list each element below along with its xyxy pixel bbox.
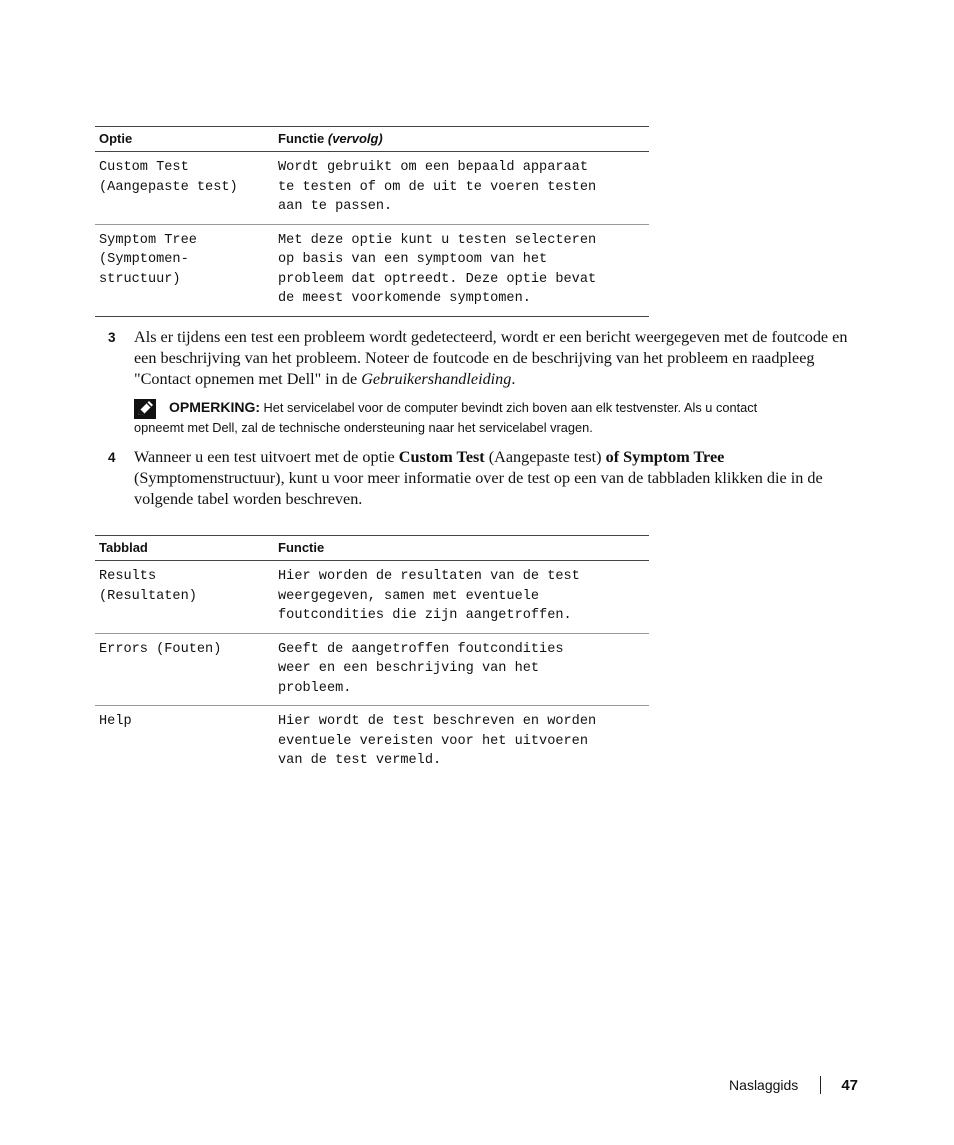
options-table [95, 126, 649, 317]
header-function: Functie [274, 536, 649, 561]
pencil-note-icon [134, 399, 156, 419]
note-label: OPMERKING: [169, 399, 260, 415]
step-number: 4 [108, 450, 116, 465]
table-row [95, 706, 649, 778]
table-header-row [95, 536, 649, 561]
footer-divider [820, 1076, 821, 1094]
step-number: 3 [108, 330, 116, 345]
table-row [95, 152, 649, 225]
table-row [95, 561, 649, 634]
option-name: Custom Test (Aangepaste test) [99, 160, 238, 195]
header-continued: (vervolg) [327, 131, 383, 146]
table-row [95, 224, 649, 316]
note-callout [134, 398, 834, 437]
tab-name: Help [99, 714, 132, 729]
step-text: Als er tijdens een test een probleem wordt gedetecteerd, wordt er een bericht weergegeven met de foutcode en een beschrijving van het probleem. Noteer de foutcode en de beschrijving van het probleem en raadpleeg "Contact opnemen met Dell" in de Gebruikershandleiding. [134, 328, 848, 388]
footer-title: Naslaggids [729, 1077, 799, 1093]
header-option: Optie [95, 127, 274, 152]
header-tab: Tabblad [95, 536, 274, 561]
header-function: Functie (vervolg) [274, 127, 649, 152]
step-text: Wanneer u een test uitvoert met de optie Custom Test (Aangepaste test) of Symptom Tree (Symptomenstructuur), kunt u voor meer informatie over de test op een van de tabbladen klikken die in de volgende tabel worden beschreven. [134, 448, 823, 508]
step-3 [108, 327, 858, 390]
tab-function: Hier worden de resultaten van de test weergegeven, samen met eventuele foutcondities die zijn aangetroffen. [278, 569, 580, 623]
page-number: 47 [841, 1076, 858, 1094]
page-footer [729, 1076, 858, 1094]
tabs-table [95, 535, 649, 778]
step-4 [108, 447, 858, 510]
tab-name: Errors (Fouten) [99, 641, 222, 657]
option-name: Symptom Tree (Symptomen- structuur) [99, 232, 197, 287]
tab-name: Results (Resultaten) [99, 569, 197, 604]
tab-function: Geeft de aangetroffen foutcondities weer en een beschrijving van het probleem. [278, 641, 564, 696]
option-function: Wordt gebruikt om een bepaald apparaat te testen of om de uit te voeren testen aan te passen. [278, 160, 597, 214]
table-row [95, 633, 649, 706]
note-text: OPMERKING: Het servicelabel voor de computer bevindt zich boven aan elk testvenster. Als u contact opneemt met Dell, zal de technische ondersteuning naar het servicelabel vragen. [134, 399, 758, 435]
option-function: Met deze optie kunt u testen selecteren op basis van een symptoom van het probleem dat optreedt. Deze optie bevat de meest voorkomende symptomen. [278, 232, 597, 306]
tab-function: Hier wordt de test beschreven en worden eventuele vereisten voor het uitvoeren van de test vermeld. [278, 714, 597, 768]
table-header-row [95, 127, 649, 152]
